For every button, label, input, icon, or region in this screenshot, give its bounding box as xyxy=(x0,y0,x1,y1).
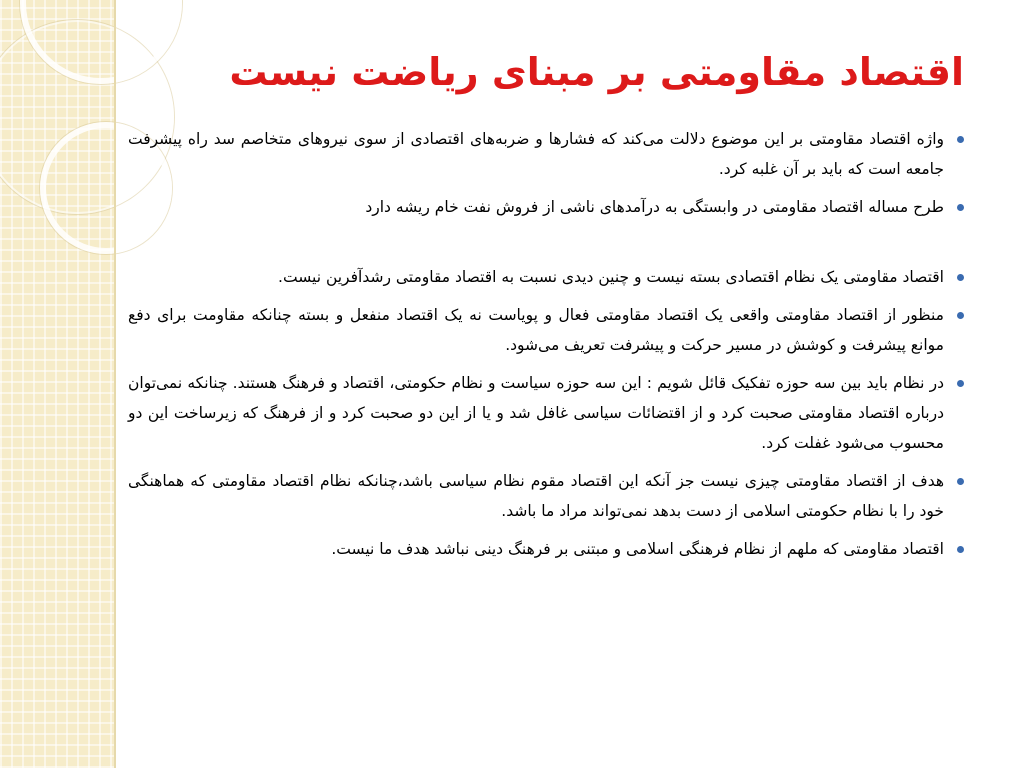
bullet-item xyxy=(128,466,964,526)
bullet-dot-icon xyxy=(957,136,964,143)
bullet-item xyxy=(128,124,964,184)
bullet-dot-icon xyxy=(957,204,964,211)
bullet-dot-icon xyxy=(957,380,964,387)
bullet-dot-icon xyxy=(957,546,964,553)
bullet-text: اقتصاد مقاومتی که ملهم از نظام فرهنگی اسلامی و مبتنی بر فرهنگ دینی نباشد هدف ما نیست. xyxy=(331,540,944,558)
bullet-text: منظور از اقتصاد مقاومتی واقعی یک اقتصاد مقاومتی فعال و پویاست نه یک اقتصاد منفعل و بسته چنانکه مقاومت برای دفع موانع پیشرفت و کوشش در مسیر حرکت و پیشرفت تعریف می‌شود. xyxy=(128,306,944,354)
bullet-text: واژه اقتصاد مقاومتی بر این موضوع دلالت می‌کند که فشارها و ضربه‌های اقتصادی از سوی نیروهای متخاصم سد راه پیشرفت جامعه است که باید بر آن غلبه کرد. xyxy=(128,130,944,178)
bullet-dot-icon xyxy=(957,312,964,319)
bullet-list xyxy=(128,124,964,564)
bullet-text: اقتصاد مقاومتی یک نظام اقتصادی بسته نیست و چنین دیدی نسبت به اقتصاد مقاومتی رشدآفرین نیست. xyxy=(278,268,944,286)
panel-divider xyxy=(114,0,116,768)
bullet-dot-icon xyxy=(957,274,964,281)
bullet-item xyxy=(128,300,964,360)
bullet-text: طرح مساله اقتصاد مقاومتی در وابستگی به درآمدهای ناشی از فروش نفت خام ریشه دارد xyxy=(365,198,944,216)
bullet-item xyxy=(128,192,964,222)
decorative-side-panel xyxy=(0,0,114,768)
bullet-dot-icon xyxy=(957,478,964,485)
bullet-item xyxy=(128,368,964,458)
bullet-text: هدف از اقتصاد مقاومتی چیزی نیست جز آنکه این اقتصاد مقوم نظام سیاسی باشد،چنانکه نظام اقتصاد مقاومتی که هماهنگی خود را با نظام حکومتی اسلامی از دست بدهد نمی‌تواند مراد ما باشد. xyxy=(128,472,944,520)
bullet-item xyxy=(128,262,964,292)
slide-content xyxy=(128,124,964,572)
bullet-item xyxy=(128,534,964,564)
slide-title: اقتصاد مقاومتی بر مبنای ریاضت نیست xyxy=(229,50,964,94)
bullet-text: در نظام باید بین سه حوزه تفکیک قائل شویم : این سه حوزه سیاست و نظام حکومتی، اقتصاد و فرهنگ هستند. چنانکه نمی‌توان درباره اقتصاد مقاومتی صحبت کرد و از اقتضائات سیاسی غافل شد و یا از این دو صحبت کرد و از فرهنگ که زیرساخت این دو محسوب می‌شود غفلت کرد. xyxy=(128,374,944,452)
